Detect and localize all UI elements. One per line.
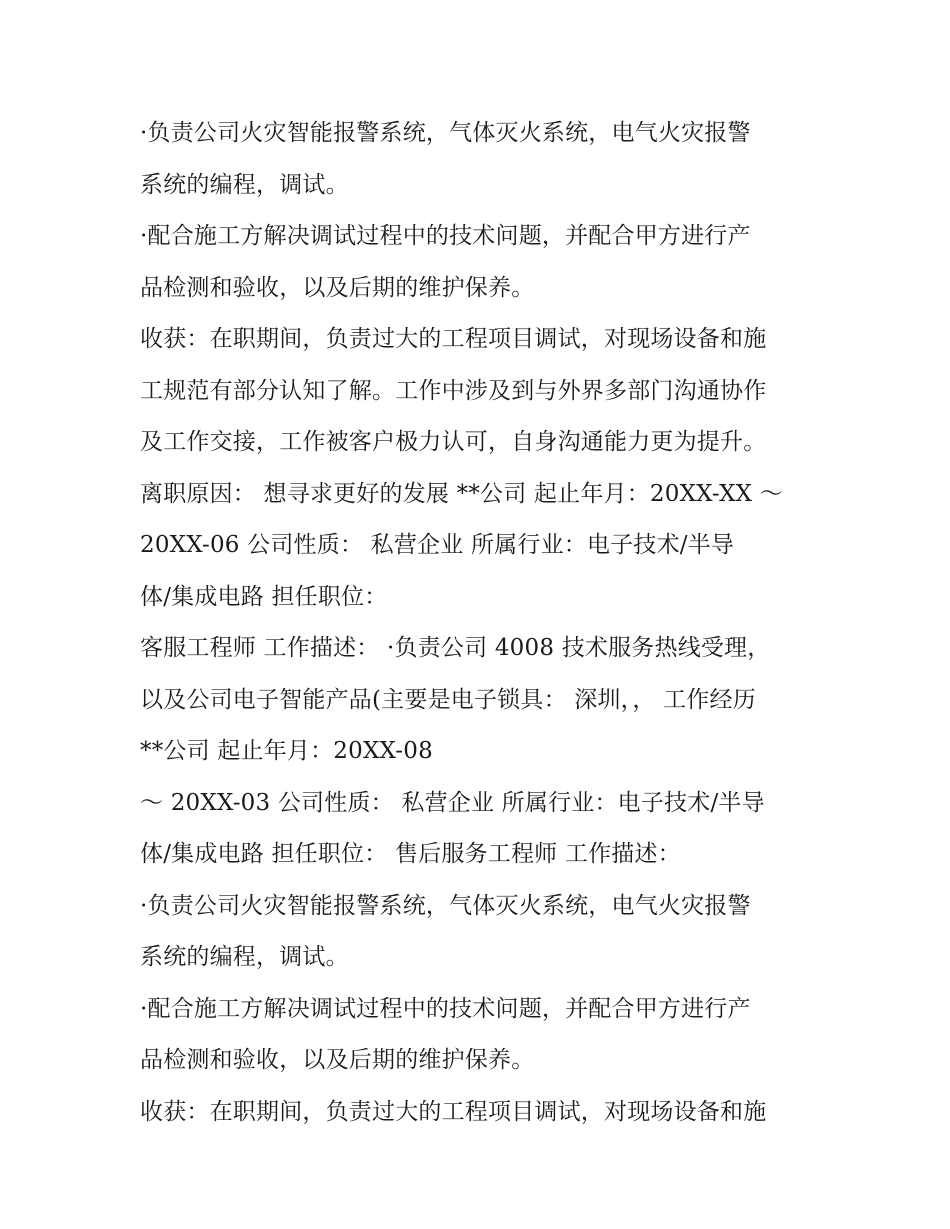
text-line: 品检测和验收，以及后期的维护保养。 [140, 274, 535, 301]
text-line: ·配合施工方解决调试过程中的技术问题，并配合甲方进行产 [140, 995, 751, 1022]
text-line: ·配合施工方解决调试过程中的技术问题，并配合甲方进行产 [140, 223, 751, 249]
text-line: 工规范有部分认知了解。工作中涉及到与外界多部门沟通协作 [140, 377, 767, 404]
text-line: 离职原因： 想寻求更好的发展 **公司 起止年月：20XX-XX ～ [140, 480, 783, 507]
text-line: 及工作交接，工作被客户极力认可，自身沟通能力更为提升。 [140, 429, 767, 455]
document-body [140, 108, 830, 1138]
text-line: 系统的编程，调试。 [140, 171, 349, 198]
text-line: 客服工程师 工作描述： ·负责公司 4008 技术服务热线受理， [140, 635, 771, 661]
text-line: 体/集成电路 担任职位： [140, 583, 388, 610]
text-line: 系统的编程，调试。 [140, 944, 349, 970]
text-line: 以及公司电子智能产品(主要是电子锁具： 深圳，， 工作经历 [140, 686, 756, 713]
text-line: 收获：在职期间，负责过大的工程项目调试，对现场设备和施 [140, 1098, 767, 1125]
text-line: ·负责公司火灾智能报警系统，气体灭火系统，电气火灾报警 [140, 892, 751, 919]
text-line: 品检测和验收，以及后期的维护保养。 [140, 1047, 535, 1073]
text-line: **公司 起止年月：20XX-08 [140, 738, 433, 764]
text-line: 收获：在职期间，负责过大的工程项目调试，对现场设备和施 [140, 326, 767, 352]
text-line: ～ 20XX-03 公司性质： 私营企业 所属行业：电子技术/半导 [140, 789, 765, 816]
text-line: ·负责公司火灾智能报警系统，气体灭火系统，电气火灾报警 [140, 120, 751, 146]
text-line: 体/集成电路 担任职位： 售后服务工程师 工作描述： [140, 841, 681, 867]
text-line: 20XX-06 公司性质： 私营企业 所属行业：电子技术/半导 [140, 532, 735, 558]
